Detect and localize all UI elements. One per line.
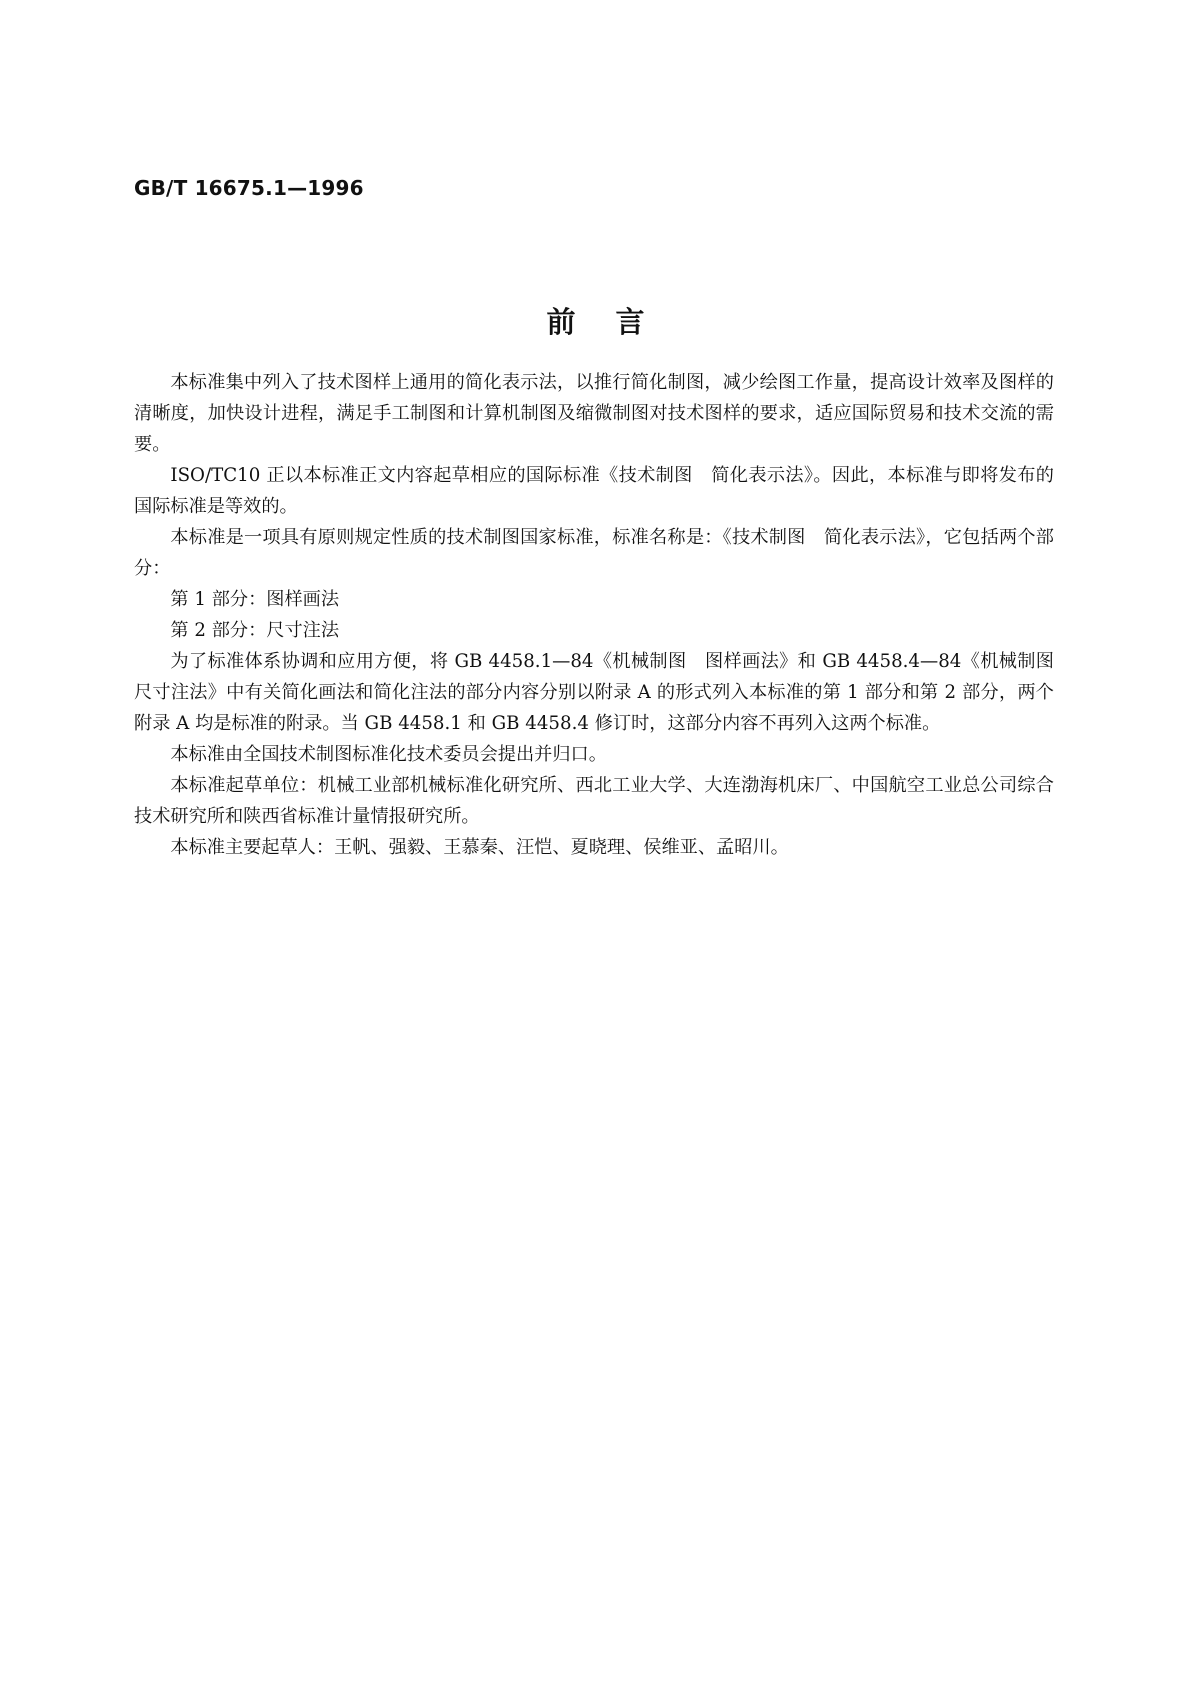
page-title: 前言	[546, 305, 685, 339]
paragraph-drafters: 本标准主要起草人：王帆、强毅、王慕秦、汪恺、夏晓理、侯维亚、孟昭川。	[170, 837, 789, 858]
paragraph-iso-relation: ISO/TC10 正以本标准正文内容起草相应的国际标准《技术制图 简化表示法》。因此，本标准与即将发布的国际标准是等效的。	[134, 465, 1054, 517]
paragraph-drafting-units: 本标准起草单位：机械工业部机械标准化研究所、西北工业大学、大连渤海机床厂、中国航空工业总公司综合技术研究所和陕西省标准计量情报研究所。	[134, 775, 1054, 827]
paragraph-proposed-by: 本标准由全国技术制图标准化技术委员会提出并归口。	[170, 744, 607, 765]
paragraph-part-2: 第 2 部分：尺寸注法	[170, 620, 340, 641]
paragraph-purpose: 本标准集中列入了技术图样上通用的简化表示法，以推行简化制图，减少绘图工作量，提高设计效率及图样的清晰度，加快设计进程，满足手工制图和计算机制图及缩微制图对技术图样的要求，适应国际贸易和技术交流的需要。	[134, 372, 1054, 455]
paragraph-part-1: 第 1 部分：图样画法	[170, 589, 340, 610]
paragraph-scope: 本标准是一项具有原则规定性质的技术制图国家标准，标准名称是：《技术制图 简化表示法》，它包括两个部分：	[134, 527, 1054, 579]
foreword-body	[134, 367, 1073, 863]
document-number: GB/T 16675.1—1996	[134, 176, 364, 200]
paragraph-annex: 为了标准体系协调和应用方便，将 GB 4458.1—84《机械制图 图样画法》和 GB 4458.4—84《机械制图 尺寸注法》中有关简化画法和简化注法的部分内容分别以附录 A 的形式列入本标准的第 1 部分和第 2 部分，两个附录 A 均是标准的附录。当 GB 4458.1 和 GB 4458.4 修订时，这部分内容不再列入这两个标准。	[134, 651, 1073, 734]
